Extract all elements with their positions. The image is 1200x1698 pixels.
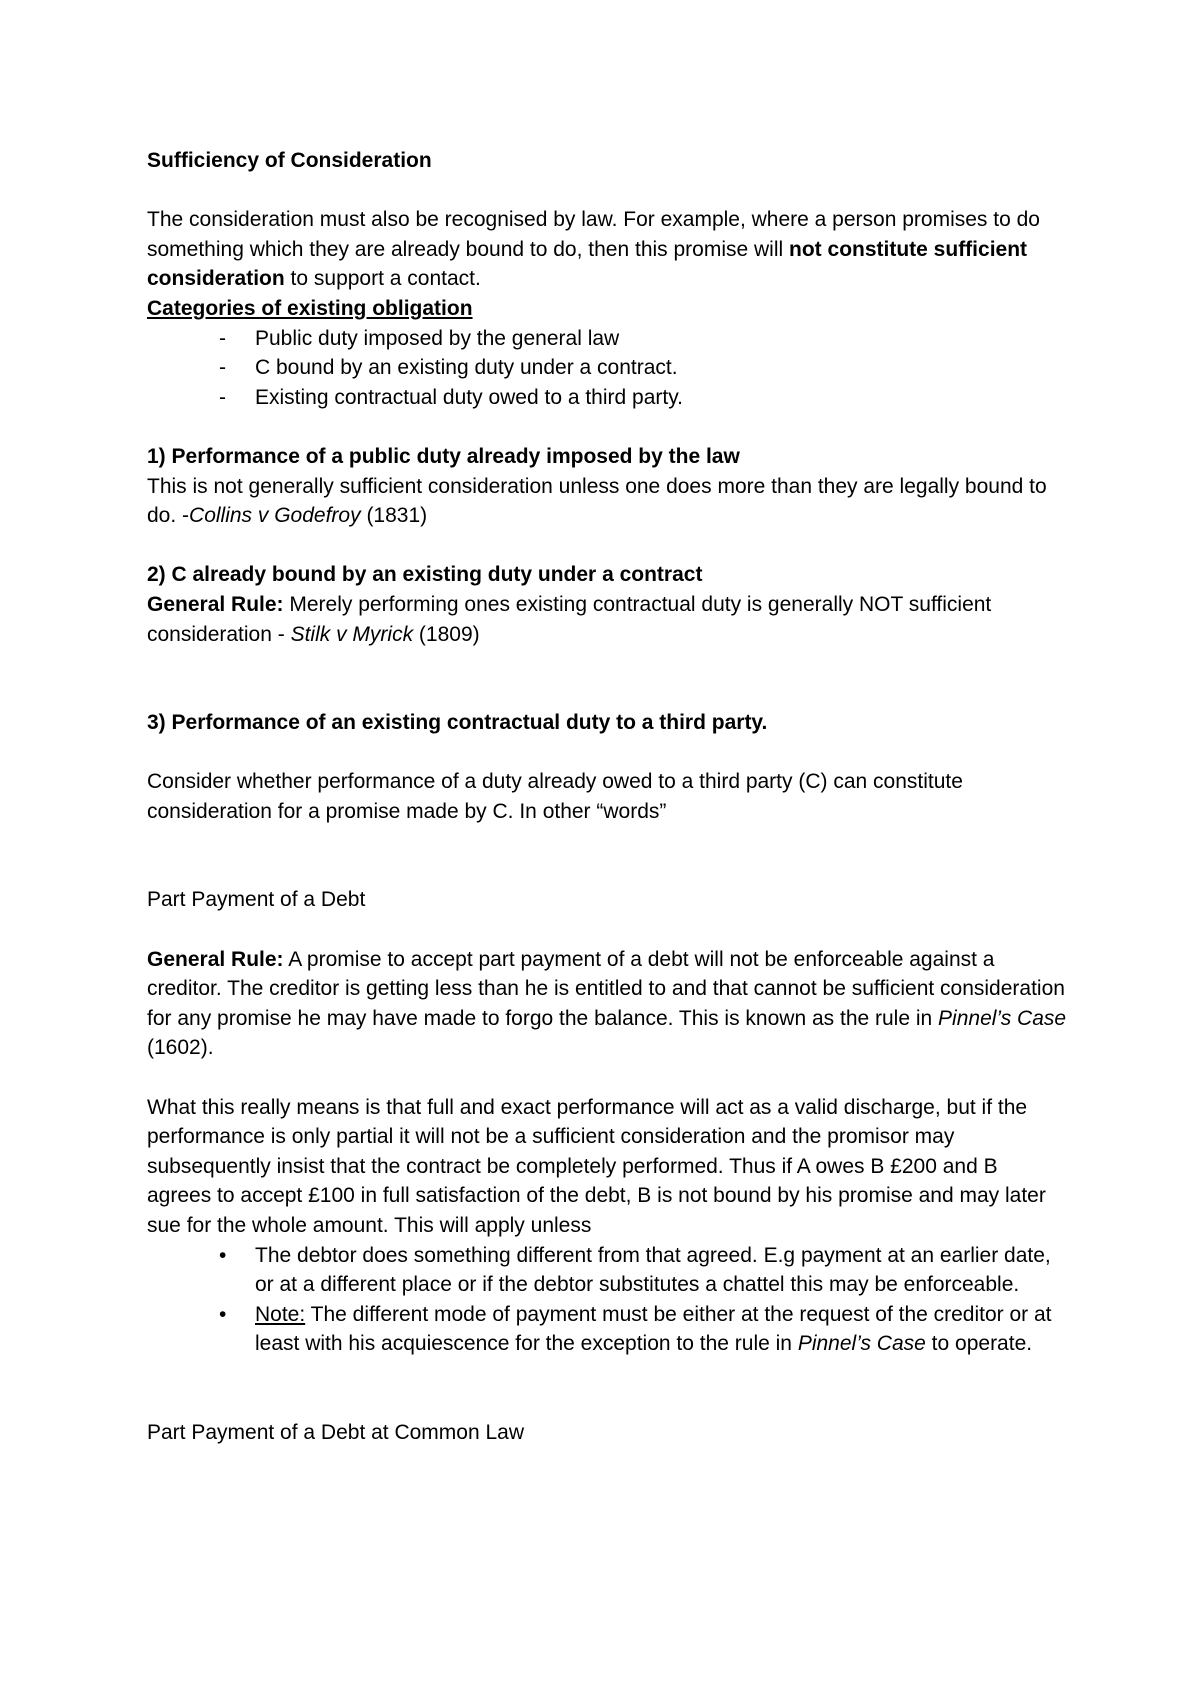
intro-paragraph: The consideration must also be recognised by law. For example, where a person promises to do something which they are already bound to do, then this promise will not constitute sufficient consideration to support a contact. [147,208,1040,291]
categories-list [147,324,1067,413]
list-item: • Note: The different mode of payment must be either at the request of the creditor or at least with his acquiescence for the exception to the rule in Pinnel’s Case to operate. [147,1300,1067,1359]
list-item: • The debtor does something different from that agreed. E.g payment at an earlier date, or at a different place or if the debtor substitutes a chattel this may be enforceable. [147,1241,1067,1300]
part-payment-rule: General Rule: A promise to accept part payment of a debt will not be enforceable against a creditor. The creditor is getting less than he is entitled to and that cannot be sufficient consideration for any promise he may have made to forgo the balance. This is known as the rule in Pinnel’s Case (1602). [147,947,1067,1060]
list-item: - Public duty imposed by the general law [147,324,1067,354]
bullet-marker: • [219,1302,227,1326]
section2-heading: 2) C already bound by an existing duty under a contract [147,563,703,587]
section3-heading: 3) Performance of an existing contractual duty to a third party. [147,711,768,735]
list-item: - Existing contractual duty owed to a third party. [147,383,1067,413]
categories-title: Categories of existing obligation [147,296,473,320]
heading-sufficiency: Sufficiency of Consideration [147,149,432,172]
dash-marker: - [219,356,226,380]
section2-text: General Rule: Merely performing ones existing contractual duty is generally NOT sufficient consideration - Stilk v Myrick (1809) [147,592,992,646]
document-page [147,146,1067,1448]
part-payment-meaning: What this really means is that full and exact performance will act as a valid discharge, but if the performance is only partial it will not be a sufficient consideration and the promisor may subsequently insist that the contract be completely performed. Thus if A owes B £200 and B agrees to accept £100 in full satisfaction of the debt, B is not bound by his promise and may later sue for the whole amount. This will apply unless [147,1095,1046,1237]
heading-common-law: Part Payment of a Debt at Common Law [147,1420,525,1444]
heading-part-payment: Part Payment of a Debt [147,888,366,912]
exceptions-list [147,1241,1067,1359]
section3-text: Consider whether performance of a duty already owed to a third party (C) can constitute consideration for a promise made by C. In other “words” [147,770,963,823]
dash-marker: - [219,385,226,409]
section1-heading: 1) Performance of a public duty already imposed by the law [147,444,740,468]
section1-text: This is not generally sufficient consideration unless one does more than they are legally bound to do. -Collins v Godefroy (1831) [147,474,1047,528]
bullet-marker: • [219,1243,227,1267]
dash-marker: - [219,326,226,350]
list-item: - C bound by an existing duty under a contract. [147,353,1067,383]
